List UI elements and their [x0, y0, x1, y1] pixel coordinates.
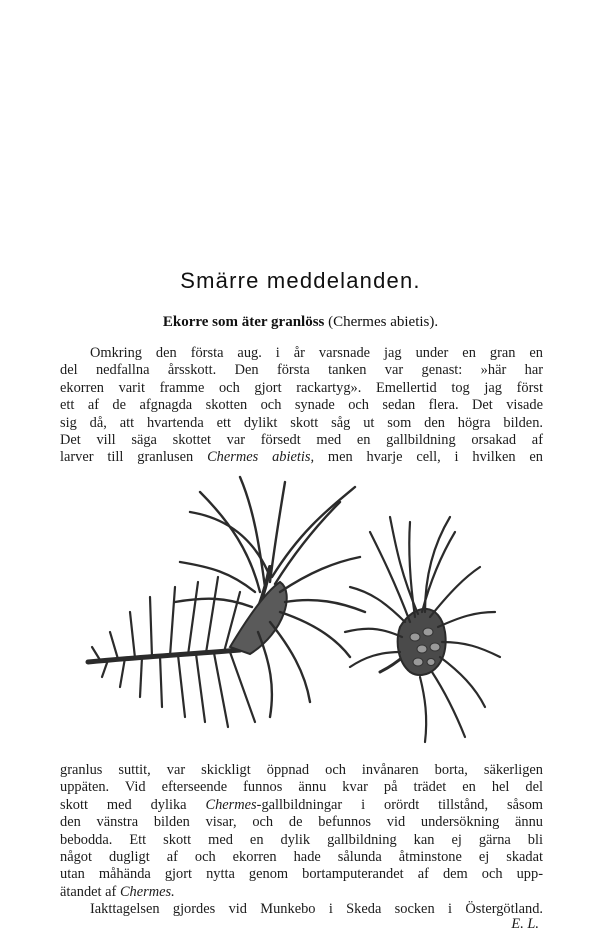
text-line: utan måhända gjort nytta genom bortamputerandet af dem och upp- — [60, 866, 543, 883]
text-line: del nedfallna årsskott. Den första tanken var genast: »här har — [60, 362, 543, 379]
text-line: sig då, att hvartenda ett dylikt skott såg ut som den högra bilden. — [60, 414, 543, 431]
author-signature: E. L. — [511, 916, 539, 932]
genus-name: Chermes — [205, 796, 257, 813]
spruce-shoot-left-icon — [88, 477, 365, 727]
text-line: ett af de afgnagda skotten och synade och sedan flera. Det visade — [60, 397, 543, 414]
spruce-shoot-gall-right-icon — [345, 517, 500, 742]
genus-name: Chermes. — [119, 883, 175, 900]
text-line — [60, 884, 543, 901]
text-line — [60, 797, 543, 814]
paragraph-2 — [60, 762, 543, 919]
text-line: ekorren varit framme och gjort rackartyg». Emellertid tog jag först — [60, 379, 543, 396]
text-line: uppäten. Vid efterseende funnos ännu kvar på trädet en hel del — [60, 779, 543, 796]
text-line: bebodda. Ett skott med en dylik gallbildning kan ej gärna bli — [60, 831, 543, 848]
text-line: den vänstra bilden visar, och de befunnos vid undersökning ännu — [60, 814, 543, 831]
text-line — [60, 449, 543, 466]
article-title-subtitle: (Chermes abietis). — [328, 314, 439, 330]
text-run: men hvarje cell, i hvilken en — [327, 449, 543, 466]
text-run: -gallbildningar i orördt tillstånd, såsom — [256, 796, 543, 813]
text-line: Omkring den första aug. i år varsnade jag under en gran en — [90, 345, 543, 361]
text-run: skott med dylika — [60, 796, 187, 813]
article-title-bold: Ekorre som äter granlöss — [162, 314, 325, 330]
paragraph-3: Iakttagelsen gjordes vid Munkebo i Skeda socken i Östergötland. — [90, 901, 543, 918]
article-title — [0, 314, 601, 331]
section-title: Smärre meddelanden. — [180, 268, 421, 293]
text-line: Det vill säga skottet var försedt med en gallbildning orsakad af — [60, 431, 543, 448]
text-run: larver till granlusen — [60, 449, 194, 466]
text-line: något dugligt af och ekorren hade sålunda åtminstone ej skadat — [60, 848, 543, 865]
text-run: ätandet af — [60, 883, 117, 900]
paragraph-1 — [60, 345, 543, 467]
species-name: Chermes abietis, — [207, 449, 315, 466]
spruce-shoots-figure — [80, 472, 520, 757]
text-line: granlus suttit, var skickligt öppnad och invånaren borta, säkerligen — [60, 762, 543, 778]
